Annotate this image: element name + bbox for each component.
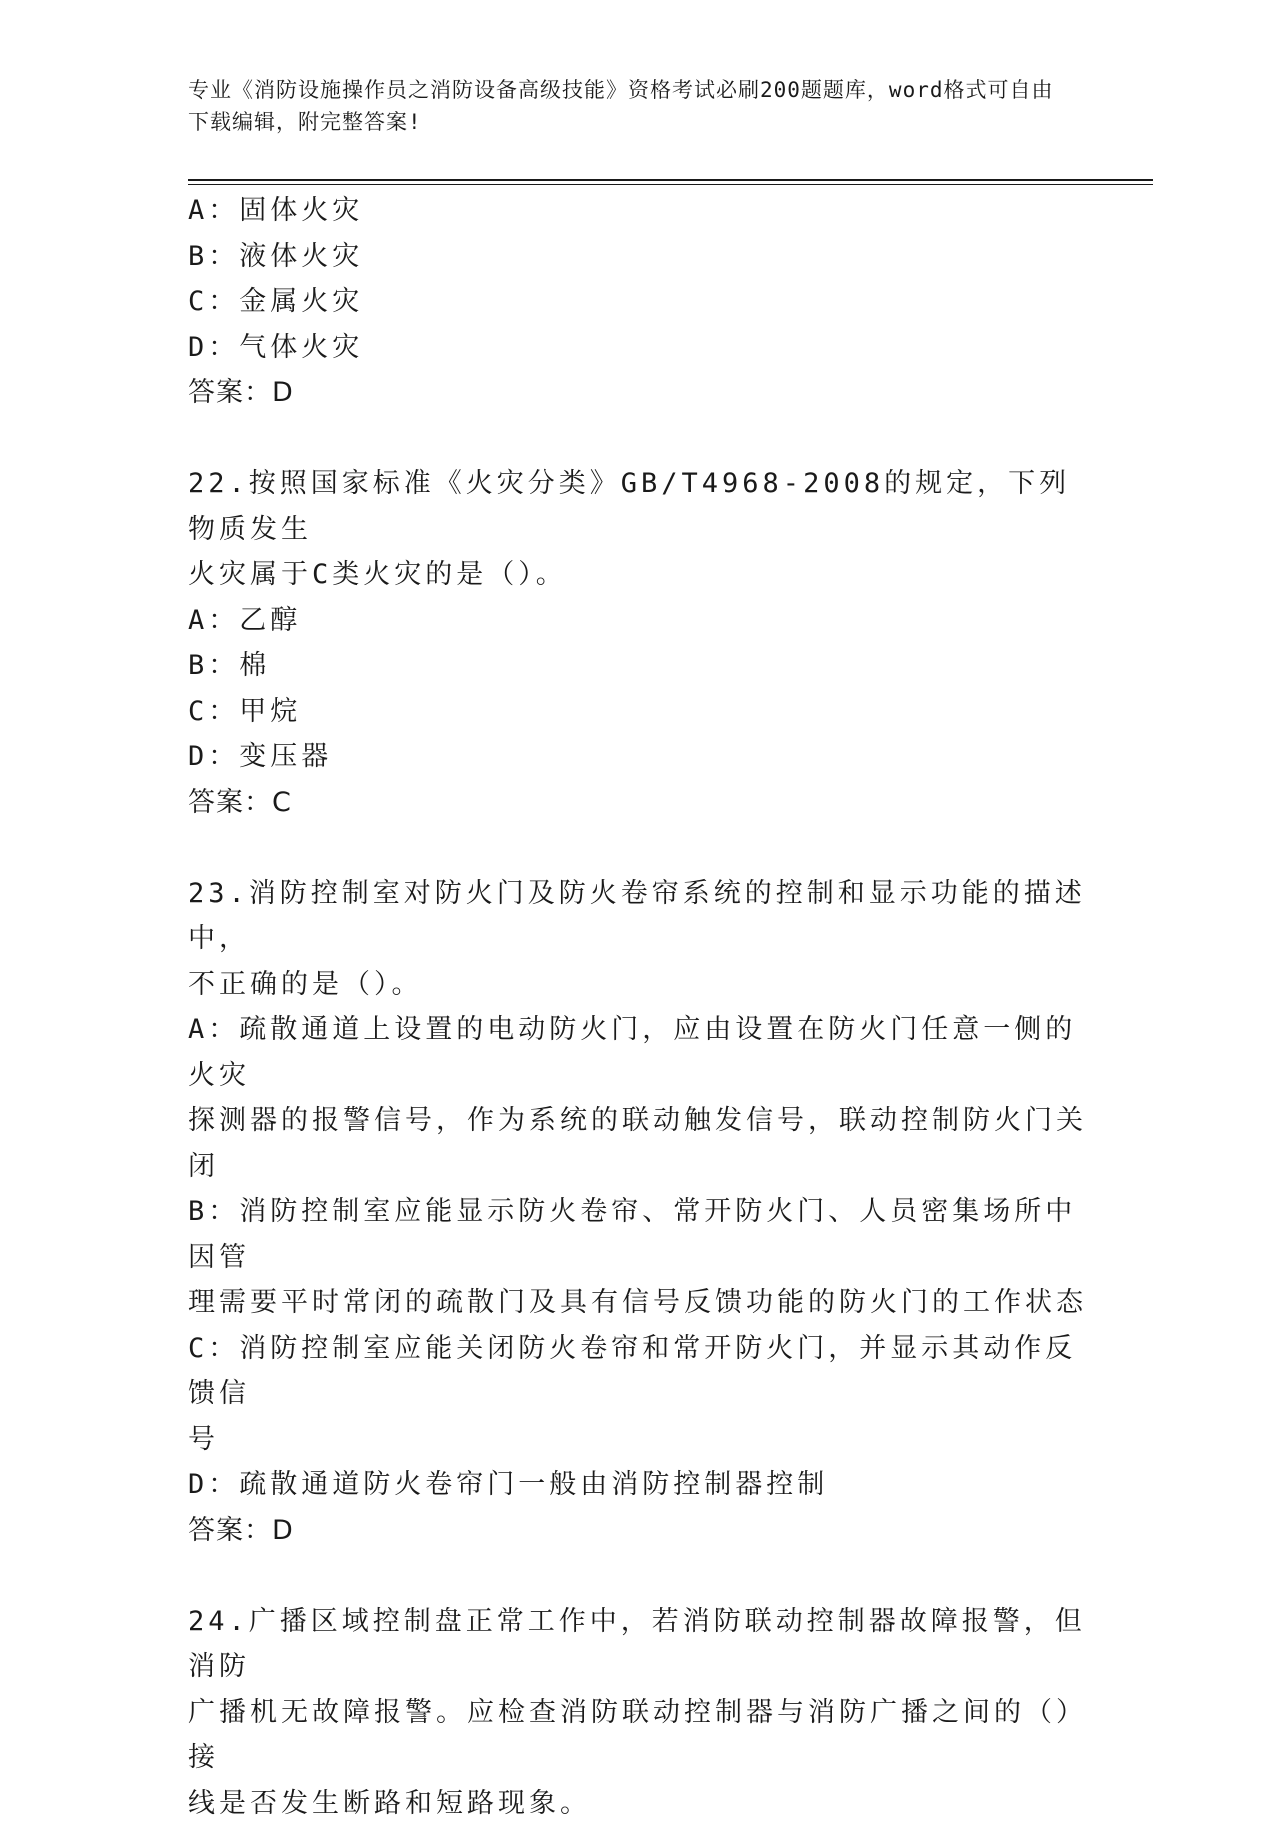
answer: 答案：D <box>188 370 1088 416</box>
question-21-block <box>188 188 1088 416</box>
option-a: A：固体火灾 <box>188 188 1088 234</box>
question-stem: 24.广播区域控制盘正常工作中，若消防联动控制器故障报警，但消防 <box>188 1599 1088 1690</box>
option-a-continued: 探测器的报警信号，作为系统的联动触发信号，联动控制防火门关闭 <box>188 1098 1088 1189</box>
option-a: A：疏散通道上设置的电动防火门，应由设置在防火门任意一侧的火灾 <box>188 1007 1088 1098</box>
question-stem: 不正确的是（）。 <box>188 962 1088 1008</box>
question-24-block <box>188 1599 1088 1826</box>
header-divider-thin <box>188 184 1153 185</box>
option-c: C：消防控制室应能关闭防火卷帘和常开防火门，并显示其动作反馈信 <box>188 1326 1088 1417</box>
answer: 答案：D <box>188 1508 1088 1554</box>
option-d: D：气体火灾 <box>188 325 1088 371</box>
question-stem: 22.按照国家标准《火灾分类》GB/T4968-2008的规定，下列物质发生 <box>188 461 1088 552</box>
option-c: C：甲烷 <box>188 689 1088 735</box>
option-d: D：疏散通道防火卷帘门一般由消防控制器控制 <box>188 1462 1088 1508</box>
question-stem: 广播机无故障报警。应检查消防联动控制器与消防广播之间的（）接 <box>188 1690 1088 1781</box>
question-stem: 火灾属于C类火灾的是（）。 <box>188 552 1088 598</box>
option-c-continued: 号 <box>188 1417 1088 1463</box>
option-d: D：变压器 <box>188 734 1088 780</box>
document-body <box>188 188 1088 1826</box>
header-divider-thick <box>188 179 1153 181</box>
question-stem: 23.消防控制室对防火门及防火卷帘系统的控制和显示功能的描述中， <box>188 871 1088 962</box>
spacer <box>188 416 1088 462</box>
option-b: B：棉 <box>188 643 1088 689</box>
option-a: A：乙醇 <box>188 598 1088 644</box>
option-b: B：液体火灾 <box>188 234 1088 280</box>
option-b-continued: 理需要平时常闭的疏散门及具有信号反馈功能的防火门的工作状态 <box>188 1280 1088 1326</box>
question-22-block <box>188 461 1088 825</box>
option-b: B：消防控制室应能显示防火卷帘、常开防火门、人员密集场所中因管 <box>188 1189 1088 1280</box>
spacer <box>188 825 1088 871</box>
option-c: C：金属火灾 <box>188 279 1088 325</box>
document-header: 专业《消防设施操作员之消防设备高级技能》资格考试必刷200题题库，word格式可自由下载编辑，附完整答案! <box>188 74 1068 138</box>
question-stem: 线是否发生断路和短路现象。 <box>188 1781 1088 1826</box>
question-23-block <box>188 871 1088 1554</box>
answer: 答案：C <box>188 780 1088 826</box>
spacer <box>188 1553 1088 1599</box>
